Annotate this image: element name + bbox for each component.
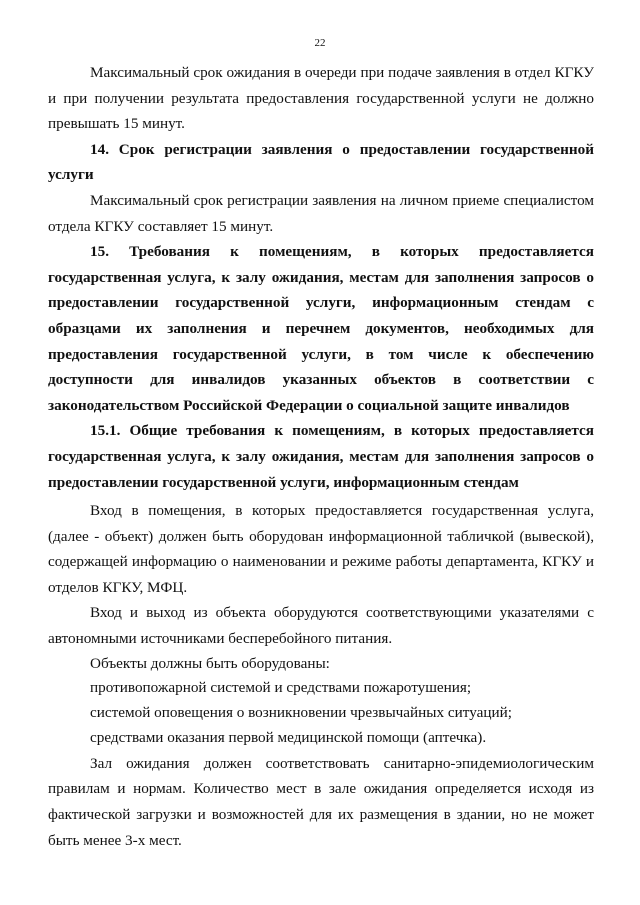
document-body bbox=[48, 60, 594, 853]
list-item-first-aid: средствами оказания первой медицинской помощи (аптечка). bbox=[90, 729, 487, 747]
paragraph-entrance-sign: Вход в помещения, в которых предоставляется государственная услуга, (далее - объект) должен быть оборудован информационной табличкой (вывеской), содержащей информацию о наименовании и режиме работы департамента, КГКУ и отделов КГКУ, МФЦ. bbox=[48, 502, 594, 596]
page-number: 22 bbox=[314, 37, 326, 49]
paragraph-waiting-hall: Зал ожидания должен соответствовать санитарно-эпидемиологическим правилам и нормам. Количество мест в зале ожидания определяется исходя из фактической загрузки и возможностей для их размещения в здании, но не может быть менее 3-х мест. bbox=[48, 754, 594, 849]
heading-section-15: 15. Требования к помещениям, в которых предоставляется государственная услуга, к залу ожидания, местам для заполнения запросов о предоставлении государственной услуги, информационным стендам с образцами их заполнения и перечнем документов, необходимых для предоставления государственной услуги, в том числе к обеспечению доступности для инвалидов указанных объектов в соответствии с законодательством Российской Федерации о социальной защите инвалидов bbox=[48, 243, 594, 414]
list-item-fire-system: противопожарной системой и средствами пожаротушения; bbox=[90, 679, 472, 697]
list-item-alert-system: системой оповещения о возникновении чрезвычайных ситуаций; bbox=[90, 704, 512, 722]
paragraph-registration-time: Максимальный срок регистрации заявления на личном приеме специалистом отдела КГКУ составляет 15 минут. bbox=[48, 191, 594, 235]
paragraph-queue-wait-time: Максимальный срок ожидания в очереди при подаче заявления в отдел КГКУ и при получении результата предоставления государственной услуги не должно превышать 15 минут. bbox=[48, 64, 594, 133]
heading-section-14: 14. Срок регистрации заявления о предоставлении государственной услуги bbox=[48, 140, 594, 184]
paragraph-entrance-exit-signs: Вход и выход из объекта оборудуются соответствующими указателями с автономными источниками бесперебойного питания. bbox=[48, 604, 594, 648]
heading-section-15-1: 15.1. Общие требования к помещениям, в которых предоставляется государственная услуга, к залу ожидания, местам для заполнения запросов о предоставлении государственной услуги, информационным стендам bbox=[48, 422, 594, 491]
paragraph-equipment-intro: Объекты должны быть оборудованы: bbox=[90, 654, 330, 672]
